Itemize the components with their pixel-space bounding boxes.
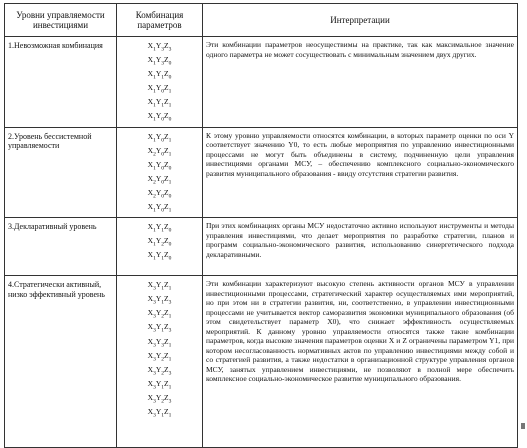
combination-item: $X_1Y_0Z_1$ (147, 202, 172, 214)
row-interpretation: При этих комбинациях органы МСУ недостаточно активно используют инструменты и методы управления инвестициями, что делает мероприятия по разработке стратегии, планов и программ социально-экономического развития, использованию синергетического подхода декларативными. (203, 218, 518, 276)
combination-item: $X_1Y_0Z_1$ (147, 131, 172, 144)
header-interpretation: Интерпретации (203, 4, 518, 37)
row-combinations (117, 218, 203, 276)
page-edge-mark (521, 423, 525, 429)
row-level: 2.Уровень бессистемной управляемости (5, 127, 117, 218)
combination-item: $X_1Y_2Z_0$ (147, 236, 172, 248)
combination-item: $X_1Y_3Z_0$ (147, 55, 172, 67)
combination-item: $X_2Y_0Z_0$ (147, 187, 172, 200)
row-level: 4.Стратегически активный, низко эффективный уровень (5, 276, 117, 448)
interpretation-table (4, 3, 518, 448)
row-interpretation: Эти комбинации параметров неосуществимы на практике, так как максимальное значение одного параметра не может сосуществовать с минимальным значением двух других. (203, 37, 518, 128)
combination-item: $X_2Y_0Z_1$ (147, 173, 172, 186)
row-combinations (117, 37, 203, 128)
combination-item: $X_3Y_1Z_3$ (147, 294, 172, 306)
table-row (5, 276, 518, 448)
combination-item: $X_3Y_3Z_1$ (147, 336, 172, 348)
combination-item: $X_1Y_3Z_3$ (147, 41, 172, 53)
row-level: 3.Декларативный уровень (5, 218, 117, 276)
combination-item: $X_3Y_2Z_3$ (147, 364, 172, 377)
combination-item: $X_1Y_1Z_0$ (147, 222, 172, 234)
row-combinations (117, 127, 203, 218)
combination-item: $X_3Y_1Z_1$ (147, 406, 172, 419)
table-row (5, 218, 518, 276)
combination-item: $X_3Y_1Z_1$ (147, 378, 172, 391)
header-level: Уровни управляемости инвестициями (5, 4, 117, 37)
row-interpretation: К этому уровню управляемости относятся комбинации, в которых параметр оценки по оси Y соответствует значению Y0, то есть любые мероприятия по управлению инвестиционными процессами не могут быть объединены в систему, подчиненную цели управления инвестициями органами МСУ, – обеспечению комплексного социально-экономического развития муниципального образования - ввиду отсутствия стратегии развития. (203, 127, 518, 218)
combination-item: $X_1Y_0Z_0$ (147, 159, 172, 172)
combination-item: $X_3Y_2Z_3$ (147, 392, 172, 405)
combination-item: $X_3Y_2Z_1$ (147, 308, 172, 320)
combination-item: $X_1Y_0Z_0$ (147, 111, 172, 123)
combination-item: $X_1Y_1Z_1$ (147, 97, 172, 109)
combination-item: $X_3Y_1Z_3$ (147, 322, 172, 334)
combination-item: $X_1Y_1Z_0$ (147, 250, 172, 262)
row-combinations (117, 276, 203, 448)
combination-item: $X_3Y_2Z_1$ (147, 350, 172, 363)
table-row (5, 127, 518, 218)
row-level: 1.Невозможная комбинация (5, 37, 117, 128)
combination-item: $X_2Y_0Z_1$ (147, 145, 172, 158)
combination-item: $X_1Y_0Z_1$ (147, 83, 172, 95)
header-combination: Комбинация параметров (117, 4, 203, 37)
combination-item: $X_1Y_1Z_0$ (147, 69, 172, 81)
table-row (5, 37, 518, 128)
row-interpretation: Эти комбинации характеризуют высокую степень активности органов МСУ в управлении инвестиционными процессами, стратегический характер осуществляемых ими мероприятий, но при этом ни в стратегии развития, ни, соответственно, в управлении инвестиционными процессами не учитывается вектор саморазвития экономики муниципального образования (об этом свидетельствует параметр X0), что снижает эффективность осуществляемых мероприятий. К данному уровню управляемости относятся также такие комбинации параметров, когда высокие значения параметров оценки X и Z ограничены параметром Y1, при котором несогласованность нормативных актов по управлению инвестициями между собой и со стратегией развития, а также недостатки в организационной структуре управления органов МСУ, занятых управлением инвестициями, не позволяют в полной мере обеспечить комплексное социально-экономическое развитие муниципального образования. (203, 276, 518, 448)
combination-item: $X_3Y_1Z_1$ (147, 280, 172, 292)
